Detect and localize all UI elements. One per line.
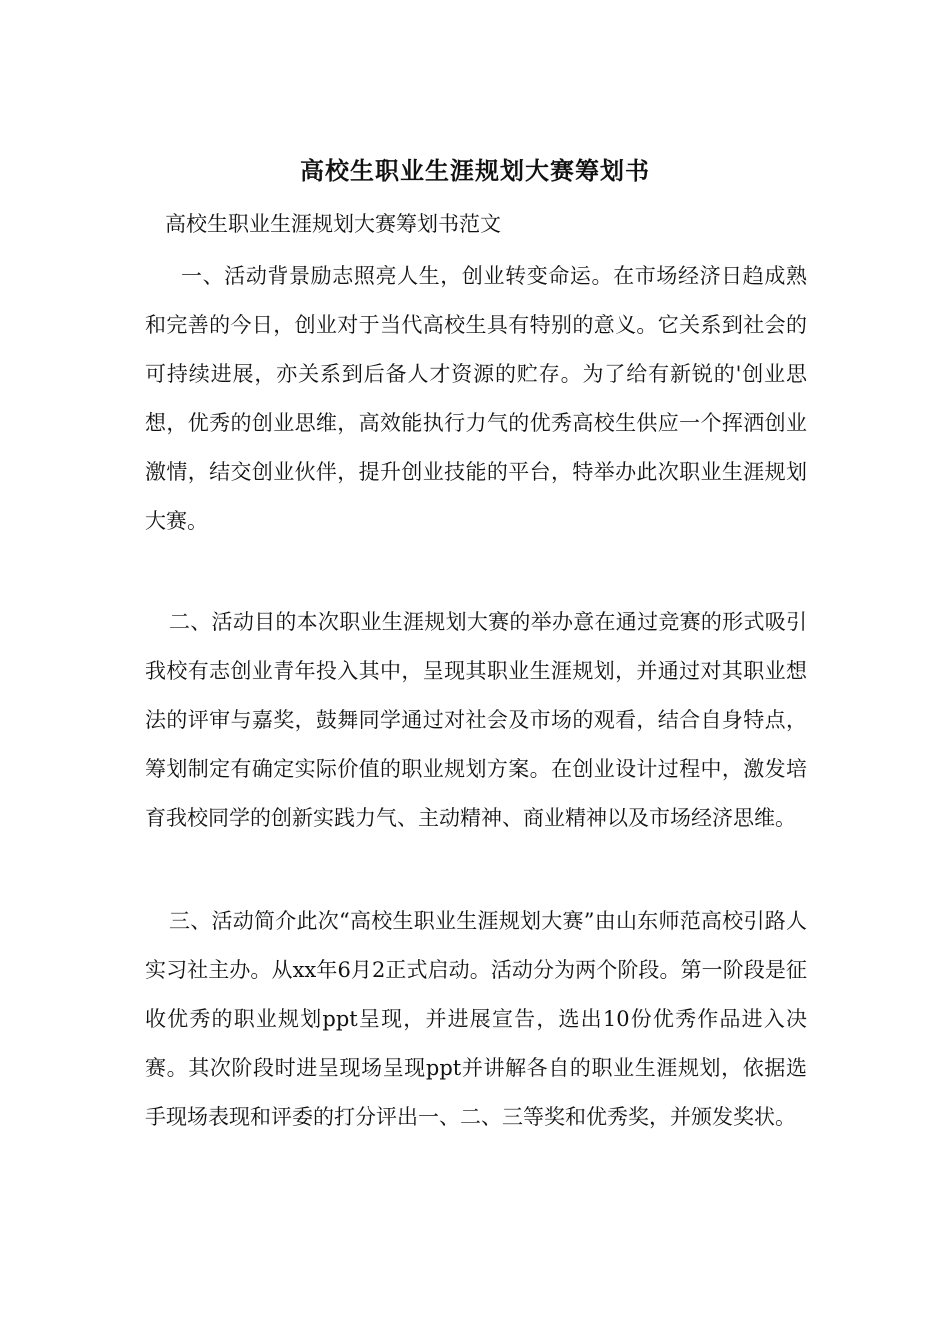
document-title: 高校生职业生涯规划大赛筹划书 [300, 156, 650, 185]
paragraph-introduction: 三、活动简介此次“高校生职业生涯规划大赛”由山东师范高校引路人实习社主办。从xx年6月2正式启动。活动分为两个阶段。第一阶段是征收优秀的职业规划ppt呈现，并进展宣告，选出10份优秀作品进入决赛。其次阶段时进呈现场呈现ppt并讲解各自的职业生涯规划，依据选手现场表现和评委的打分评出一、二、三等奖和优秀奖，并颁发奖状。 [145, 909, 807, 1129]
document-subtitle: 高校生职业生涯规划大赛筹划书范文 [165, 212, 501, 236]
paragraph-purpose: 二、活动目的本次职业生涯规划大赛的举办意在通过竞赛的形式吸引我校有志创业青年投入其中，呈现其职业生涯规划，并通过对其职业想法的评审与嘉奖，鼓舞同学通过对社会及市场的观看，结合自身特点，筹划制定有确定实际价值的职业规划方案。在创业设计过程中，激发培育我校同学的创新实践力气、主动精神、商业精神以及市场经济思维。 [145, 610, 807, 830]
paragraph-background: 一、活动背景励志照亮人生，创业转变命运。在市场经济日趋成熟和完善的今日，创业对于当代高校生具有特别的意义。它关系到社会的可持续进展，亦关系到后备人才资源的贮存。为了给有新锐的'创业思想，优秀的创业思维，高效能执行力气的优秀高校生供应一个挥洒创业激情，结交创业伙伴，提升创业技能的平台，特举办此次职业生涯规划大赛。 [145, 264, 807, 533]
